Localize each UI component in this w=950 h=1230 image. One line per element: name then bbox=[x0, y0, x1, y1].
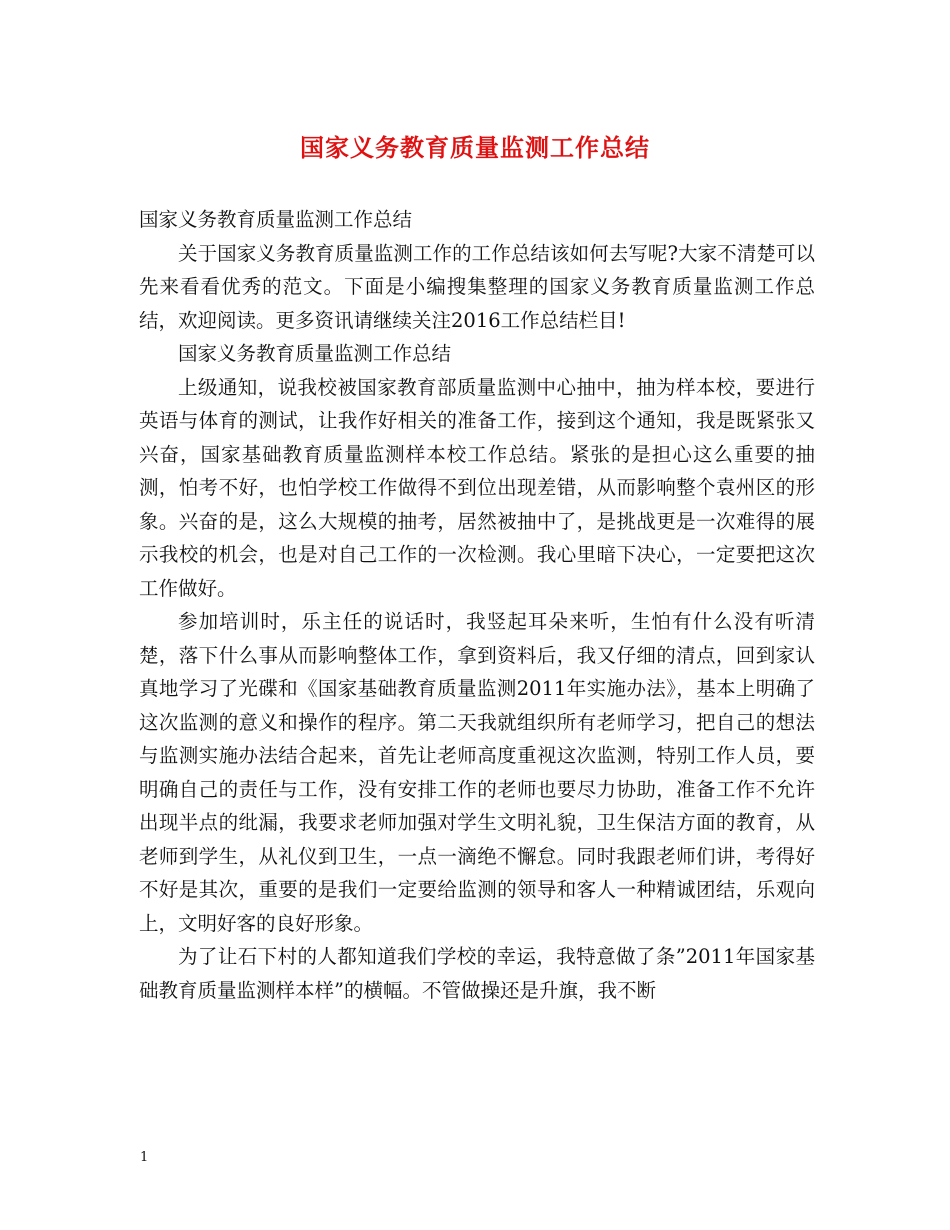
page-number: 1 bbox=[140, 1150, 149, 1165]
paragraph-training: 参加培训时，乐主任的说话时，我竖起耳朵来听，生怕有什么没有听清楚，落下什么事从而影响整体工作，拿到资料后，我又仔细的清点，回到家认真地学习了光碟和《国家基础教育质量监测2011年实施办法》，基本上明确了这次监测的意义和操作的程序。第二天我就组织所有老师学习，把自己的想法与监测实施办法结合起来，首先让老师高度重视这次监测，特别工作人员，要明确自己的责任与工作，没有安排工作的老师也要尽力协助，准备工作不允许出现半点的纰漏，我要求老师加强对学生文明礼貌，卫生保洁方面的教育，从老师到学生，从礼仪到卫生，一点一滴绝不懈怠。同时我跟老师们讲，考得好不好是其次，重要的是我们一定要给监测的领导和客人一种精诚团结，乐观向上，文明好客的良好形象。 bbox=[139, 610, 815, 935]
document-subtitle: 国家义务教育质量监测工作总结 bbox=[139, 208, 413, 231]
paragraph-intro: 关于国家义务教育质量监测工作的工作总结该如何去写呢?大家不清楚可以先来看看优秀的范文。下面是小编搜集整理的国家义务教育质量监测工作总结，欢迎阅读。更多资讯请继续关注2016工作总结栏目! bbox=[139, 241, 815, 332]
paragraph-heading: 国家义务教育质量监测工作总结 bbox=[178, 342, 452, 365]
document-title: 国家义务教育质量监测工作总结 bbox=[300, 133, 650, 162]
document-body bbox=[139, 203, 815, 1007]
paragraph-banner: 为了让石下村的人都知道我们学校的幸运，我特意做了条”2011年国家基础教育质量监测样本样”的横幅。不管做操还是升旗，我不断 bbox=[139, 945, 815, 1002]
paragraph-notice: 上级通知，说我校被国家教育部质量监测中心抽中，抽为样本校，要进行英语与体育的测试，让我作好相关的准备工作，接到这个通知，我是既紧张又兴奋，国家基础教育质量监测样本校工作总结。紧张的是担心这么重要的抽测，怕考不好，也怕学校工作做得不到位出现差错，从而影响整个袁州区的形象。兴奋的是，这么大规模的抽考，居然被抽中了，是挑战更是一次难得的展示我校的机会，也是对自己工作的一次检测。我心里暗下决心，一定要把这次工作做好。 bbox=[139, 375, 815, 600]
